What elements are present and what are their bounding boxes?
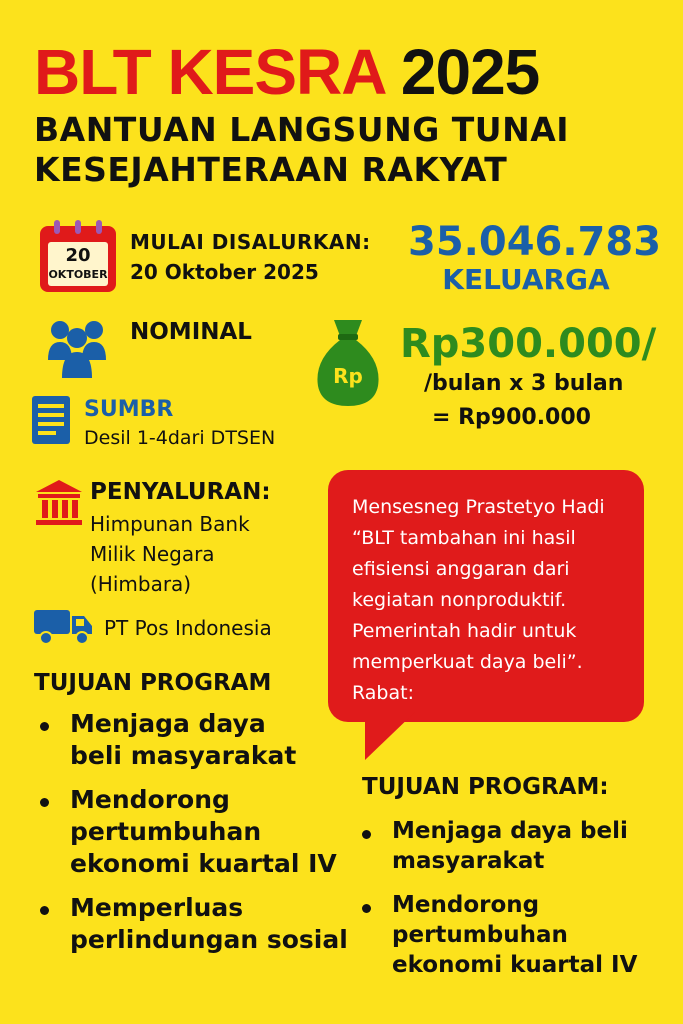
quote-line-1: Mensesneg Prastetyo Hadi — [352, 496, 605, 518]
goals-right-title: TUJUAN PROGRAM: — [362, 774, 609, 800]
title-red-part: BLT KESRA — [34, 36, 385, 108]
quote-line-5: Pemerintah hadir untuk — [352, 620, 577, 642]
calendar-day: 20 — [65, 245, 91, 266]
subtitle-line-1: BANTUAN LANGSUNG TUNAI — [34, 110, 570, 149]
list-item: Memperluas perlindungan sosial — [34, 892, 354, 956]
quote-bubble — [328, 470, 644, 722]
recipient-count: 35.046.783 — [408, 219, 662, 265]
quote-line-6: memperkuat daya beli”. — [352, 651, 583, 673]
people-icon — [46, 316, 108, 380]
source-label: SUMBR — [84, 397, 174, 422]
start-date: 20 Oktober 2025 — [130, 260, 319, 284]
goals-left-list — [34, 708, 354, 968]
subtitle-line-2: KESEJAHTERAAN RAKYAT — [34, 150, 508, 189]
distribution-line-2: Milik Negara — [90, 542, 215, 566]
bank-icon — [34, 478, 84, 526]
quote-line-3: efisiensi anggaran dari — [352, 558, 570, 580]
calendar-icon — [38, 218, 118, 294]
goals-right-list — [356, 816, 666, 994]
distribution-label: PENYALURAN: — [90, 479, 271, 505]
distribution-line-3: (Himbara) — [90, 572, 192, 596]
nominal-amount: Rp300.000/ — [400, 321, 657, 367]
list-item: Menjaga daya beli masyarakat — [356, 816, 666, 876]
quote-bubble-tail — [365, 712, 415, 760]
title-year: 2025 — [400, 36, 540, 108]
nominal-label: NOMINAL — [130, 319, 252, 345]
list-item: Mendorong pertumbuhan ekonomi kuartal IV — [356, 890, 666, 980]
list-item: Menjaga daya beli masyarakat — [34, 708, 354, 772]
page-title — [34, 36, 539, 108]
distribution-line-1: Himpunan Bank — [90, 512, 250, 536]
quote-line-4: kegiatan nonproduktif. — [352, 589, 567, 611]
recipient-unit: KELUARGA — [442, 263, 610, 296]
list-item: Mendorong pertumbuhan ekonomi kuartal IV — [34, 784, 354, 880]
nominal-total: = Rp900.000 — [432, 405, 591, 430]
quote-line-7: Rabat: — [352, 682, 414, 704]
start-label: MULAI DISALURKAN: — [130, 230, 371, 254]
document-icon — [30, 394, 72, 446]
money-bag-icon — [312, 316, 384, 408]
goals-left-title: TUJUAN PROGRAM — [34, 670, 272, 696]
calendar-month: OKTOBER — [48, 268, 108, 281]
source-text: Desil 1-4dari DTSEN — [84, 427, 276, 449]
money-bag-label: Rp — [333, 364, 363, 388]
subtitle — [34, 110, 569, 190]
nominal-per-month: /bulan x 3 bulan — [424, 371, 624, 396]
post-office-text: PT Pos Indonesia — [104, 616, 272, 640]
quote-line-2: “BLT tambahan ini hasil — [352, 527, 576, 549]
truck-icon — [32, 606, 94, 646]
